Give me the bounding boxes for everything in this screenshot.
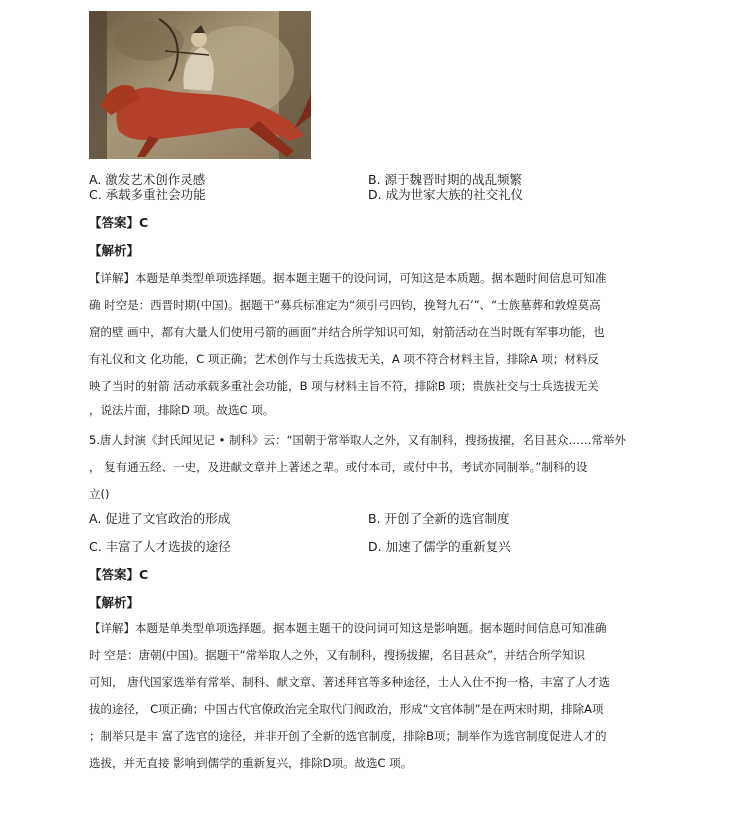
q4-detail-line: ，说法片面，排除D 项。故选C 项。 — [89, 403, 275, 417]
q4-option-c: C. 承载多重社会功能 — [89, 187, 206, 202]
q5-stem-line: 5.唐人封演《封氏闻见记 • 制科》云：“国朝于常举取人之外，又有制科，搜扬拔擢，名目甚众……常举外 — [89, 433, 627, 447]
q5-detail-line: 【详解】本题是单类型单项选择题。据本题主题干的设问词可知这是影响题。据本题时间信息可知准确 — [89, 621, 607, 635]
q4-detail-line: 映了当时的射箭 活动承载多重社会功能，B 项与材料主旨不符，排除B 项；贵族社交与士兵选拔无关 — [89, 379, 599, 393]
q5-detail-line: 时 空是：唐朝(中国)。据题干“常举取人之外，又有制科，搜扬拔擢，名目甚众”，并结合所学知识 — [89, 648, 586, 662]
q4-analysis-title: 【解析】 — [89, 243, 140, 258]
q4-detail-line: 窟的壁 画中，都有大量人们使用弓箭的画面”并结合所学知识可知，射箭活动在当时既有军事功能，也 — [89, 325, 605, 339]
q5-option-b: B. 开创了全新的选官制度 — [368, 511, 510, 526]
q5-detail-line: 拔的途径， C项正确；中国古代官僚政治完全取代门阀政治，形成“文官体制”是在两宋时期，排除A项 — [89, 702, 604, 716]
q4-detail-line: 【详解】本题是单类型单项选择题。据本题主题干的设问词，可知这是本质题。据本题时间信息可知准 — [89, 271, 607, 285]
q5-stem-line: 立() — [89, 487, 110, 501]
q4-detail-line: 有礼仪和文 化功能，C 项正确；艺术创作与士兵选拔无关，A 项不符合材料主旨，排除A 项；材料反 — [89, 352, 599, 366]
q5-detail-line: 选拔，并无直接 影响到儒学的重新复兴，排除D项。故选C 项。 — [89, 756, 413, 770]
q5-answer: 【答案】C — [89, 567, 149, 582]
q5-detail-line: ；制举只是丰 富了选官的途径，并非开创了全新的选官制度，排除B项；制举作为选官制度促进人才的 — [89, 729, 607, 743]
q5-stem-line: ， 复有通五经、一史，及进献文章并上著述之辈。或付本司，或付中书，考试亦同制举。”制科的设 — [89, 460, 588, 474]
q5-option-a: A. 促进了文官政治的形成 — [89, 511, 231, 526]
q5-option-c: C. 丰富了人才选拔的途径 — [89, 539, 231, 554]
q4-option-b: B. 源于魏晋时期的战乱频繁 — [368, 172, 523, 187]
q4-option-a: A. 激发艺术创作灵感 — [89, 172, 206, 187]
q5-option-d: D. 加速了儒学的重新复兴 — [368, 539, 511, 554]
q4-detail-line: 确 时空是：西晋时期(中国)。据题干“募兵标准定为“须引弓四钧，挽弩九石’”、“士族墓葬和敦煌莫高 — [89, 298, 601, 312]
mural-archer-image — [89, 11, 311, 159]
q4-option-d: D. 成为世家大族的社交礼仪 — [368, 187, 524, 202]
q5-detail-line: 可知， 唐代国家选举有常举、制科、献文章、著述拜官等多种途径，士人入仕不拘一格，丰富了人才选 — [89, 675, 611, 689]
q4-answer: 【答案】C — [89, 215, 149, 230]
q5-analysis-title: 【解析】 — [89, 595, 140, 610]
